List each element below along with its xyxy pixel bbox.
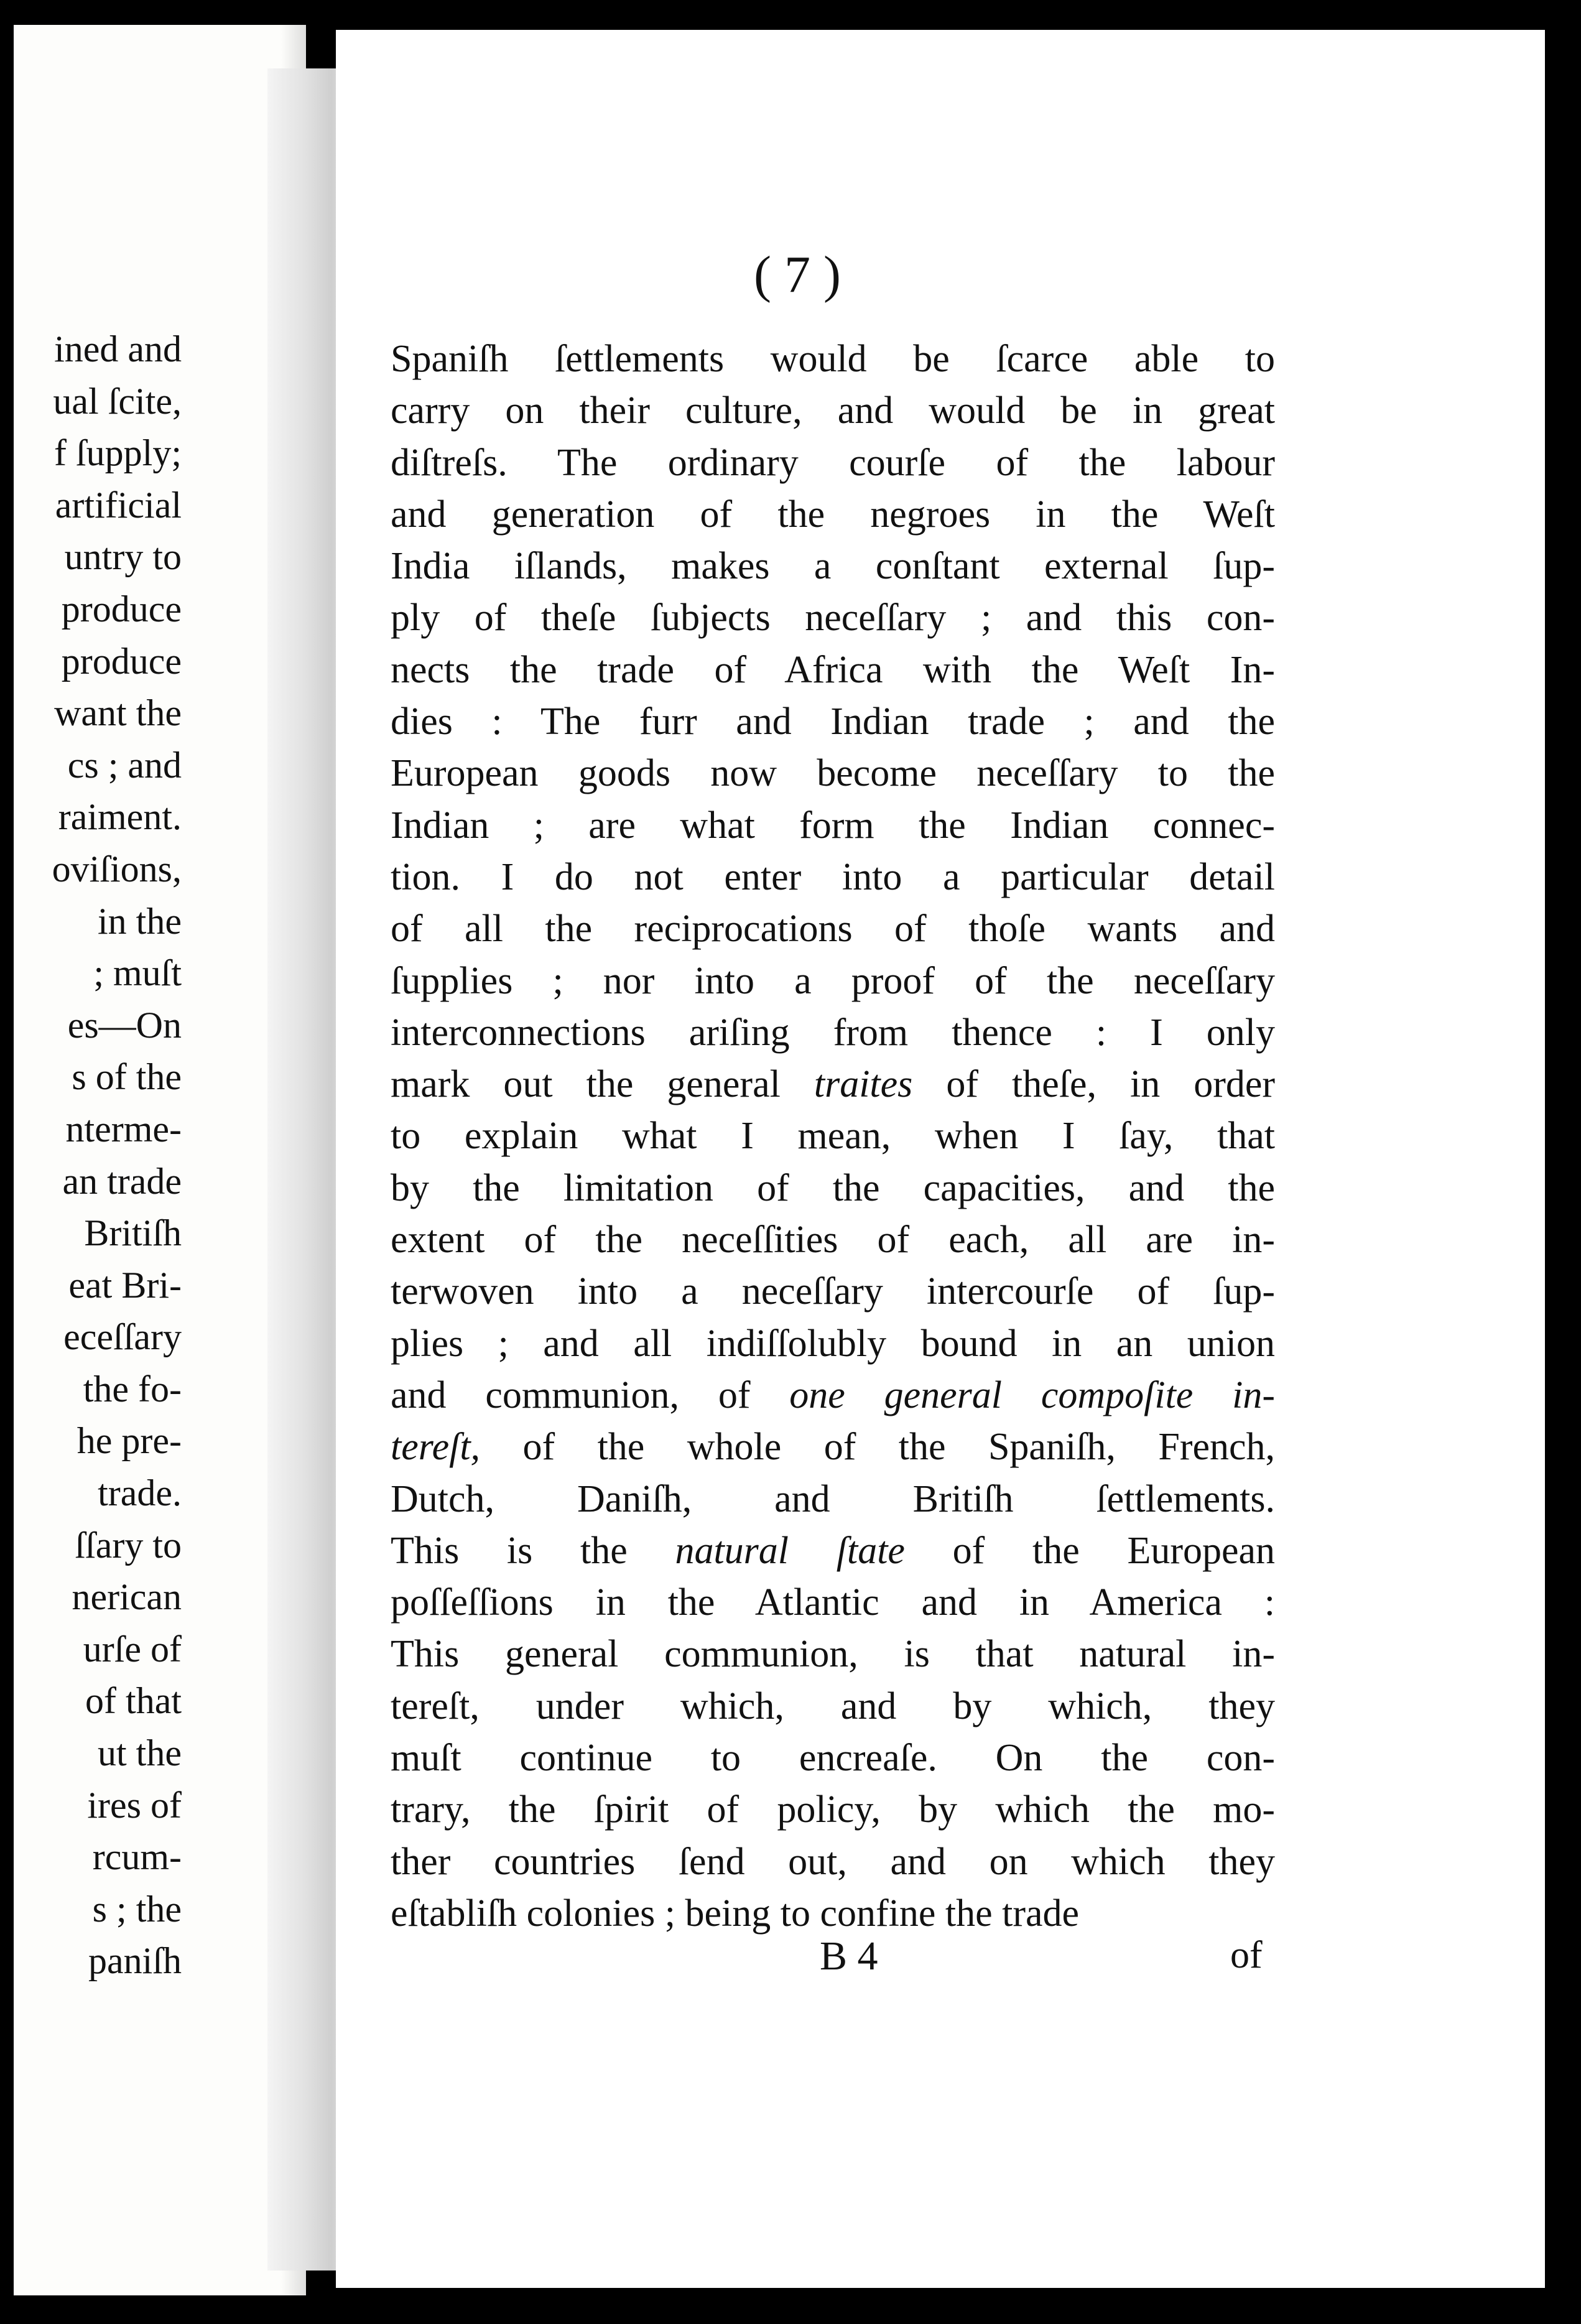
left-line: produce [61, 640, 182, 682]
text-line: extent of the neceſſities of each, all are in- [391, 1219, 1275, 1262]
text-line: diſtreſs. The ordinary courſe of the labour [391, 441, 1275, 484]
left-line: ined and [54, 328, 182, 370]
text-line: dies : The furr and Indian trade ; and the [391, 700, 1275, 743]
text-line: and communion, of one general compoſite in- [391, 1373, 1275, 1416]
left-line: of that [85, 1680, 182, 1722]
text-line: and generation of the negroes in the Weſt [391, 493, 1275, 536]
left-line: s of the [72, 1056, 182, 1098]
text-line: by the limitation of the capacities, and the [391, 1166, 1275, 1209]
text-line: European goods now become neceſſary to the [391, 752, 1275, 795]
text-line: trary, the ſpirit of policy, by which the mo- [391, 1788, 1275, 1831]
left-line: cs ; and [67, 744, 182, 786]
text-line: of all the reciprocations of thoſe wants and [391, 908, 1275, 951]
left-line: the fo- [83, 1368, 182, 1410]
left-line: untry to [64, 536, 182, 578]
left-page-fragment [14, 25, 306, 2295]
text-line: This is the natural ſtate of the European [391, 1529, 1276, 1572]
italic-term: traites [814, 1063, 913, 1106]
text-line: Indian ; are what form the Indian connec- [391, 804, 1275, 847]
italic-term: tereſt, [391, 1426, 481, 1469]
text-line: terwoven into a neceſſary intercourſe of ſup- [391, 1270, 1275, 1313]
italic-term: one general compoſite in- [789, 1373, 1275, 1416]
left-line: f ſupply; [54, 432, 182, 474]
page-number: ( 7 ) [754, 246, 841, 304]
left-line: oviſions, [52, 848, 182, 890]
left-line: trade. [98, 1472, 182, 1514]
left-line: ſſary to [75, 1524, 182, 1566]
text-line: plies ; and all indiſſolubly bound in an union [391, 1322, 1275, 1365]
text-line: tereſt, of the whole of the Spaniſh, French, [391, 1426, 1275, 1469]
left-line: nerican [72, 1576, 182, 1618]
left-line: produce [61, 588, 182, 630]
text-line: nects the trade of Africa with the Weſt In- [391, 648, 1275, 691]
text-line: Dutch, Daniſh, and Britiſh ſettlements. [391, 1477, 1275, 1520]
left-line: raiment. [58, 796, 182, 838]
text-line: ply of theſe ſubjects neceſſary ; and this con- [391, 597, 1275, 639]
left-line: eceſſary [63, 1316, 182, 1358]
text-line: ther countries ſend out, and on which they [391, 1840, 1275, 1883]
left-line: ; muſt [93, 952, 182, 994]
left-line: want the [54, 692, 182, 734]
text-line: to explain what I mean, when I ſay, that [391, 1115, 1275, 1158]
text-line: eſtabliſh colonies ; being to confine the trade [391, 1892, 1080, 1935]
left-line: s ; the [92, 1888, 182, 1930]
left-line: eat Bri- [68, 1264, 182, 1306]
left-line: artificial [55, 484, 182, 526]
text-line: This general communion, is that natural in- [391, 1633, 1275, 1676]
left-line: rcum- [92, 1836, 182, 1878]
text-line: ſupplies ; nor into a proof of the neceſſary [391, 959, 1275, 1002]
text-line: interconnections ariſing from thence : I only [391, 1011, 1275, 1054]
text-line: carry on their culture, and would be in great [391, 389, 1275, 432]
left-line: ires of [87, 1784, 182, 1826]
italic-term: natural ſtate [675, 1529, 905, 1572]
text-line: mark out the general traites of theſe, in order [391, 1063, 1276, 1106]
text-line: poſſeſſions in the Atlantic and in America : [391, 1581, 1275, 1624]
left-line: ual ſcite, [53, 380, 182, 422]
left-page-text [14, 323, 182, 1987]
left-line: ut the [98, 1732, 182, 1774]
left-line: es—On [67, 1004, 182, 1046]
left-line: in the [98, 900, 182, 942]
catchword: of [1230, 1934, 1263, 1976]
text-line: tion. I do not enter into a particular detail [391, 855, 1275, 898]
signature-mark: B 4 [820, 1933, 878, 1979]
left-line: nterme- [65, 1108, 182, 1150]
page-body-text [391, 333, 1275, 1940]
left-line: paniſh [88, 1940, 182, 1982]
text-line: India iſlands, makes a conſtant external ſup- [391, 545, 1275, 588]
left-line: Britiſh [84, 1212, 182, 1254]
left-line: he pre- [76, 1420, 182, 1462]
text-line: tereſt, under which, and by which, they [391, 1685, 1275, 1727]
text-line: muſt continue to encreaſe. On the con- [391, 1737, 1275, 1780]
left-line: an trade [62, 1160, 182, 1202]
text-line: Spaniſh ſettlements would be ſcarce able to [391, 338, 1275, 380]
left-line: urſe of [83, 1628, 182, 1670]
